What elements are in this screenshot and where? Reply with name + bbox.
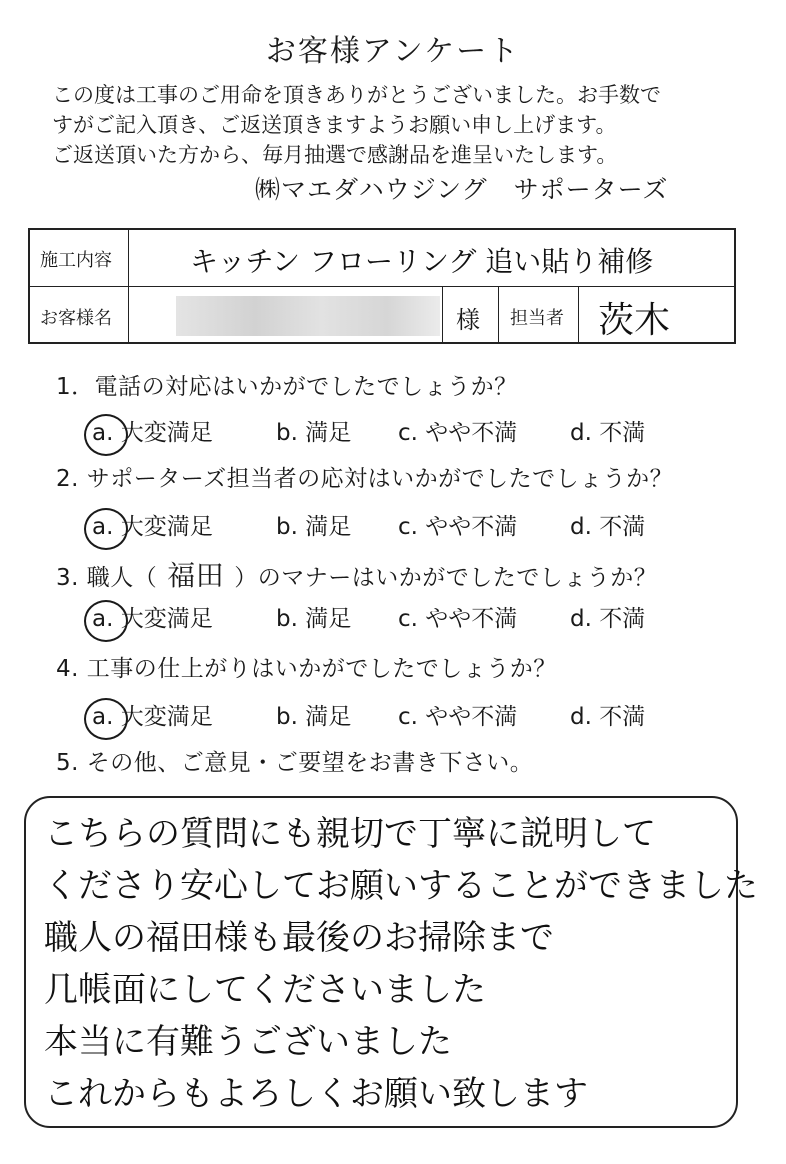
intro-line: ご返送頂いた方から、毎月抽選で感謝品を進呈いたします。 <box>52 143 618 167</box>
option-label: 不満 <box>599 606 646 632</box>
option-d[interactable] <box>570 698 645 731</box>
option-letter: c. <box>398 514 418 540</box>
customer-name-redacted <box>176 296 440 336</box>
option-letter: b. <box>276 420 298 446</box>
col-divider <box>578 286 579 342</box>
option-b[interactable] <box>276 600 351 633</box>
option-b[interactable] <box>276 508 351 541</box>
comment-text <box>44 808 758 1120</box>
comment-line: 職人の福田様も最後のお掃除まで <box>44 918 554 958</box>
comment-line: 本当に有難うございました <box>44 1022 452 1062</box>
question-4: 4. 工事の仕上がりはいかがでしたでしょうか？ <box>56 656 557 682</box>
option-label: 満足 <box>305 704 352 730</box>
intro-line: この度は工事のご用命を頂きありがとうございました。お手数で <box>52 83 661 107</box>
option-label: 不満 <box>599 704 646 730</box>
option-letter: d. <box>570 514 592 540</box>
intro-text <box>52 80 752 170</box>
option-a[interactable] <box>92 508 213 541</box>
option-c[interactable] <box>398 698 517 731</box>
staff-value: 茨木 <box>598 300 671 341</box>
option-letter: d. <box>570 420 592 446</box>
option-d[interactable] <box>570 414 645 447</box>
option-label: 大変満足 <box>120 514 213 540</box>
row-divider <box>30 286 734 287</box>
page-title: お客様アンケート <box>265 34 521 69</box>
comment-line: これからもよろしくお願い致します <box>44 1074 588 1114</box>
col-divider <box>498 286 499 342</box>
question-2: 2. サポーターズ担当者の応対はいかがでしたでしょうか？ <box>56 466 674 492</box>
option-letter: b. <box>276 606 298 632</box>
option-d[interactable] <box>570 508 645 541</box>
option-a[interactable] <box>92 600 213 633</box>
comment-line: くださり安心してお願いすることができました <box>44 866 758 906</box>
option-letter: b. <box>276 704 298 730</box>
option-letter: a. <box>92 606 114 632</box>
option-label: 大変満足 <box>120 606 213 632</box>
option-d[interactable] <box>570 600 645 633</box>
staff-label: 担当者 <box>510 308 564 329</box>
option-letter: d. <box>570 704 592 730</box>
option-a[interactable] <box>92 698 213 731</box>
option-label: 不満 <box>599 514 646 540</box>
question-3-suffix: ）のマナーはいかがでしたでしょうか？ <box>234 565 658 591</box>
option-label: 満足 <box>305 514 352 540</box>
option-label: やや不満 <box>425 704 518 730</box>
option-letter: c. <box>398 606 418 632</box>
option-letter: c. <box>398 704 418 730</box>
option-letter: a. <box>92 514 114 540</box>
comment-line: 几帳面にしてくださいました <box>44 970 486 1010</box>
intro-line: すがご記入頂き、ご返送頂きますようお願い申し上げます。 <box>52 113 617 137</box>
option-letter: a. <box>92 420 114 446</box>
option-c[interactable] <box>398 508 517 541</box>
option-letter: c. <box>398 420 418 446</box>
work-label: 施工内容 <box>40 250 112 271</box>
company-name: ㈱マエダハウジング サポーターズ <box>255 175 669 204</box>
question-3-prefix: 3. 職人（ <box>56 565 158 591</box>
option-b[interactable] <box>276 414 351 447</box>
option-letter: b. <box>276 514 298 540</box>
option-a[interactable] <box>92 414 213 447</box>
question-1: 1．電話の対応はいかがでしたでしょうか？ <box>56 374 518 400</box>
info-table <box>28 228 736 344</box>
option-label: 大変満足 <box>120 704 213 730</box>
question-5: 5. その他、ご意見・ご要望をお書き下さい。 <box>56 750 534 776</box>
customer-label: お客様名 <box>40 308 112 329</box>
option-label: やや不満 <box>425 606 518 632</box>
option-letter: d. <box>570 606 592 632</box>
option-c[interactable] <box>398 600 517 633</box>
option-label: やや不満 <box>425 420 518 446</box>
comment-line: こちらの質問にも親切で丁寧に説明して <box>44 814 656 854</box>
option-b[interactable] <box>276 698 351 731</box>
option-letter: a. <box>92 704 114 730</box>
honorific: 様 <box>456 306 480 334</box>
option-label: 不満 <box>599 420 646 446</box>
option-label: 満足 <box>305 606 352 632</box>
option-c[interactable] <box>398 414 517 447</box>
option-label: やや不満 <box>425 514 518 540</box>
question-3 <box>56 554 657 594</box>
work-value: キッチン フローリング 追い貼り補修 <box>190 245 654 278</box>
option-label: 満足 <box>305 420 352 446</box>
col-divider <box>128 230 129 342</box>
craftsman-name: 福田 <box>167 559 225 592</box>
option-label: 大変満足 <box>120 420 213 446</box>
col-divider <box>442 286 443 342</box>
